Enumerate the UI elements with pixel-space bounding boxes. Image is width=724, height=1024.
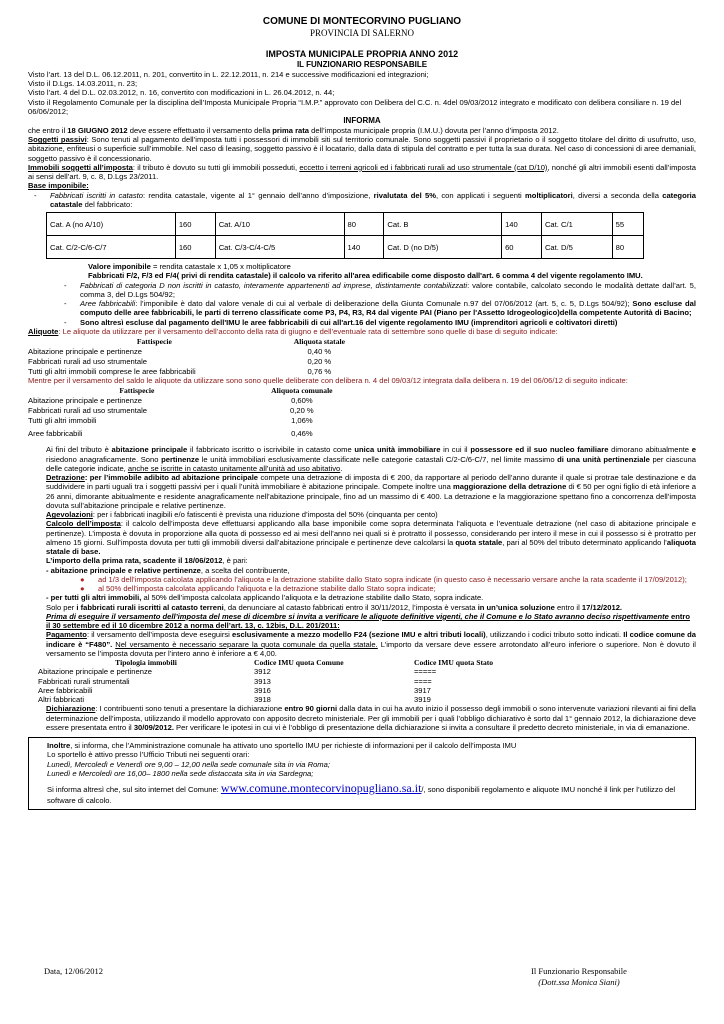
table-header: Aliquota comunale — [271, 385, 333, 395]
table-header: Fattispecie — [136, 336, 172, 346]
table-header: Codice IMU quota Stato — [414, 658, 494, 668]
box-bold: Inoltre — [47, 741, 71, 751]
table-row — [47, 213, 644, 236]
table-cell: 60 — [502, 236, 542, 259]
pagamento-paragraph — [28, 630, 696, 658]
valore-imponibile — [28, 262, 696, 271]
box-text: Lo sportello è attivo presso l’Ufficio Tributi nei seguenti orari: — [47, 750, 250, 760]
dichiarazione-label: Dichiarazione — [46, 704, 96, 714]
table-header: Aliquota statale — [293, 336, 345, 346]
pagamento-bold: esclusivamente a mezzo modello F24 (sezione IMU e altri tributi locali) — [232, 630, 486, 640]
abitazione-paragraph — [28, 445, 696, 473]
pagamento-underline: Nel versamento è necessario separare la quota comunale da quella statale. — [115, 639, 378, 649]
abitazione-text: per ciascuna delle categorie indicate, — [46, 454, 697, 473]
codici-tributo-table — [38, 658, 574, 704]
table-header: Tipologia immobili — [115, 658, 177, 668]
prima-rata-bold: L’importo della prima rata, scadente il 18/06/2012 — [46, 556, 223, 566]
soggetti-paragraph — [28, 135, 696, 163]
table-cell: Aree fabbricabili — [28, 428, 83, 438]
table-row — [38, 695, 574, 704]
detrazione-text: di € 50 per ogni figlio di età inferiore a 26 anni, dimorante abitualmente e residente anagraficamente nell’abitazione principale, fino ad un massimo di € 400. La detrazione e la maggiorazione spettano fino a concorrenza dell’imposta dovuta sull’abitazione principale e relative pertinenze. — [46, 482, 696, 510]
table-cell: Fabbricati rurali ad uso strumentale — [28, 356, 148, 366]
table-cell: 1,06% — [291, 415, 313, 425]
table-row — [28, 366, 358, 376]
box-text: Si informa altresì che, sul sito internet del Comune: — [47, 785, 221, 795]
table-cell: Abitazione principale e pertinenze — [28, 346, 142, 356]
base-dash-2: - Fabbricati di categoria D non iscritti in catasto, interamente appartenenti ad imprese, distintamente contabilizzati: valore contabile, calcolato secondo le modalità dettate dall’art. 5, comma 3, del D.Lgs 504/92; — [64, 280, 696, 299]
footer-signature-name: (Dott.ssa Monica Siani) — [538, 977, 620, 987]
box-text: , si informa, che l’Amministrazione comunale ha attivato uno sportello IMU per richieste di informazioni per il calcolo dell’imposta IMU — [70, 741, 517, 751]
table-row — [28, 385, 358, 395]
visto-4: Visto il Regolamento Comunale per la disciplina dell’Imposta Municipale Propria “I.M.P.” approvato con Delibera del C.C. n. 4del 09/03/2012 integrato e modificato con delibera consiliare n. 19 del 06/06/2012; — [28, 97, 682, 116]
table-cell: 0,40 % — [307, 346, 332, 356]
agevolazioni-text: : per i fabbricati inagibili e/o fatiscenti è prevista una riduzione d’imposta del 50% (cinquanta per cento) — [92, 510, 438, 520]
abitazione-bold: unica unità immobiliare — [354, 445, 441, 455]
table-cell: Cat. C/1 — [541, 213, 612, 236]
dash-italic: Fabbricati di categoria D non iscritti in catasto, interamente appartenenti ad imprese, distintamente contabilizzati — [80, 280, 468, 290]
aliquote-text: : Le aliquote da utilizzare per il versamento dell’acconto della rata di giugno e dell’eventuale rata di settembre sono quelle di base di seguito indicate: — [58, 326, 558, 336]
table-row — [28, 356, 358, 366]
soggetti-label: Soggetti passivi — [28, 135, 87, 145]
agevolazioni-paragraph — [28, 510, 696, 519]
abitazione-text: il fabbricato iscritto o iscrivibile in catasto come — [187, 445, 355, 455]
prima-rata-bold: - per tutti gli altri immobili, — [46, 593, 142, 603]
table-header: Codice IMU quota Comune — [254, 658, 344, 668]
base-dash-1: - Fabbricati iscritti in catasto: rendita catastale, vigente al 1° gennaio dell’anno d’imposizione, rivalutata del 5%, con applicati i seguenti moltiplicatori, diversi a seconda della categoria catastale del fabbricato: — [34, 190, 696, 209]
abitazione-text: Ai fini del tributo è — [46, 445, 112, 455]
abitazione-text: in cui il — [440, 445, 471, 455]
table-cell: 3919 — [414, 695, 431, 705]
aliquote-comunali-table — [28, 385, 358, 441]
calcolo-text: : il calcolo dell’imposta deve effettuarsi applicando alla base imponibile come sopra determinata l’aliquota e l’eventuale detrazione (nel caso di abitazione principale e pertinenze). L’imposta è dovuta in proporzione alla quota di possesso ed ai mesi dell’anno nei quali si è protratto il possesso, considerando per intero il mese in cui il possesso si è protratto per almeno 15 giorni. Sull’imposta dovuta per tutti gli immobili diversi dall’abitazione principale e pertinenze deve calcolarsi la — [46, 519, 696, 547]
table-cell: Abitazione principale e pertinenze — [28, 395, 142, 405]
document-subtitle: IL FUNZIONARIO RESPONSABILE — [296, 60, 428, 70]
table-row — [38, 686, 574, 695]
table-cell: Cat. D/5 — [541, 236, 612, 259]
table-cell: ===== — [414, 667, 437, 677]
prima-rata-bold: 17/12/2012. — [581, 602, 623, 612]
detrazione-label: Detrazione — [46, 473, 85, 483]
table-header: Fattispecie — [119, 385, 155, 395]
table-cell: 3918 — [254, 695, 271, 705]
table-cell: 140 — [502, 213, 542, 236]
calcolo-bold: aliquota statale di base. — [46, 537, 696, 557]
table-cell: 140 — [344, 236, 384, 259]
calcolo-bold: quota statale — [455, 537, 503, 547]
prima-rata-bold: i fabbricati rurali iscritti al catasto terreni — [76, 602, 224, 612]
dichiarazione-text: Per verificare le ipotesi in cui vi è l’obbligo di presentazione della dichiarazione si invita a consultare il predetto decreto ministeriale, in via di emanazione. — [173, 722, 690, 732]
intro-rata: prima rata — [272, 125, 310, 135]
fabbricati-f2: Fabbricati F/2, F/3 ed F/4( privi di rendita catastale) il calcolo va riferito all'area edificabile come disposto dall'art. 6 comma 4 del vigente regolamento IMU. — [88, 271, 643, 281]
dash-bold: rivalutata del 5% — [373, 190, 436, 200]
abitazione-text: risiedono anagraficamente. Sono — [46, 454, 162, 464]
aliquote-statali-table — [28, 336, 358, 376]
prima-rata-section — [28, 556, 696, 630]
immobili-paragraph — [28, 163, 696, 182]
detrazione-bold: maggiorazione della detrazione — [453, 482, 567, 492]
dash-text: : rendita catastale, vigente al 1° gennaio dell’anno d’imposizione, — [143, 190, 374, 200]
table-cell: Cat. C/2-C/6-C/7 — [47, 236, 176, 259]
dichiarazione-bold: 30/09/2012. — [133, 722, 174, 732]
immobili-text: : il tributo è dovuto su tutti gli immobili posseduti, — [132, 162, 300, 172]
abitazione-bold: e — [691, 445, 696, 455]
prima-rata-bold: in un’unica soluzione — [477, 602, 555, 612]
dash-bold: Sono escluse dal computo delle aree fabbricabili, le parti di terreno classificate come P3, P4, R3, R4 dal vigente PAI (Piano per l'Assetto Idrogeologico)della competente Autorità di Bacino; — [80, 299, 697, 318]
table-cell: 160 — [175, 213, 215, 236]
intro-text: che entro il — [28, 125, 68, 135]
calcolo-label: Calcolo dell’imposta — [46, 519, 121, 529]
bullet-text: ad 1/3 dell’imposta calcolata applicando l’aliquota e la detrazione stabilite dallo Stato sopra indicate (in questo caso è necessario versare anche la rata scadente il 17/09/2012); — [98, 574, 687, 584]
table-cell: Aree fabbricabili — [38, 685, 93, 695]
table-row — [28, 425, 358, 441]
box-hours-2: Lunedì e Mercoledì ore 16,00– 1800 nella sede distaccata sita in via Sardegna; — [47, 768, 314, 778]
table-cell: Tutti gli altri immobili — [28, 415, 97, 425]
bullet-text: al 50% dell’imposta calcolata applicando l’aliquota e la detrazione stabilite dallo Stato sopra indicate; — [98, 584, 436, 594]
prima-rata-bold-italic: Prima di eseguire il versamento dell’imposta del mese di dicembre si invita a verificare le aliquote definitive vigenti, che il Comune e lo Stato avranno deciso rispettivamente — [46, 611, 672, 621]
box-text: /, sono disponibili regolamento e aliquote IMU nonché il link per l’utilizzo del software di calcolo. — [47, 785, 676, 805]
calcolo-text: , pari al 50% del tributo determinato applicando l’ — [502, 537, 667, 547]
table-row — [47, 236, 644, 259]
bullet-item: ● ad 1/3 dell’imposta calcolata applicando l’aliquota e la detrazione stabilite dallo Stato sopra indicate (in questo caso è necessario versare anche la rata scadente il 17/09/2012); — [80, 574, 687, 584]
calcolo-paragraph — [28, 519, 696, 556]
immobili-text: , nonché gli altri immobili esenti dall’imposta ai sensi dell’art. 9, c. 8, D.Lgs 23/2011. — [28, 162, 696, 182]
table-cell: 3913 — [254, 676, 271, 686]
dash-text: : valore contabile, calcolato secondo le modalità dettate dall’art. 5, comma 3, del D.Lgs 504/92; — [80, 280, 696, 299]
base-imponibile-label: Base imponibile: — [28, 181, 89, 191]
prima-rata-bold: entro il 30 settembre ed il 10 dicembre 2012 a norma dell’art. 13, c. 12bis, D.L. 201/2011: — [46, 611, 690, 631]
table-cell: Cat. C/3-C/4-C/5 — [215, 236, 344, 259]
dichiarazione-text: dalla data in cui ha avuto inizio il possesso degli immobili o sono intervenute variazioni rilevanti ai fini della determinazione dell’imposta, utilizzando il modello approvato con apposito decreto ministeriale. Per gli immobili per i quali l’obbligo dichiarativo è sorto dal 1° gennaio 2012, la dichiarazione deve essere presentata entro il — [46, 704, 696, 732]
dash-bold: moltiplicatori — [525, 190, 573, 200]
abitazione-bold: pertinenze — [161, 454, 200, 464]
pagamento-text: , utilizzando i codici tributo sotto indicati. — [485, 630, 624, 640]
intro-date: 18 GIUGNO 2012 — [67, 125, 128, 135]
prima-rata-text: al 50% dell’imposta calcolata applicando l’aliquota e la detrazione stabilite dallo Stato, sopra indicate. — [141, 593, 484, 603]
immobili-eccetto: eccetto i terreni agricoli ed i fabbricati rurali ad uso strumentale (cat D/10) — [299, 162, 548, 172]
dash-bold: Sono altresì escluse dal pagamento dell'IMU le aree fabbricabili di cui all'art.16 del vigente regolamento IMU (imprenditori agricoli e coltivatori diretti) — [80, 317, 618, 327]
table-cell: Cat. D (no D/5) — [384, 236, 502, 259]
table-cell: 80 — [612, 236, 643, 259]
abitazione-bold: di una unità pertinenziale — [557, 454, 650, 464]
table-cell: Fabbricati rurali ad uso strumentale — [28, 405, 148, 415]
dash-text: : l’imponibile è dato dal valore venale di cui al verbale di deliberazione della Giunta Comunale n.97 del 07/06/2012 (art. 5, c. 5, D.Lgs 504/92); — [135, 299, 633, 309]
abitazione-text: le unità immobiliari esclusivamente classificate nelle categorie catastali C/2-C/6-C/7, nel limite massimo — [199, 454, 558, 464]
dichiarazione-paragraph — [28, 704, 696, 732]
aliquote-label: Aliquote — [28, 326, 59, 336]
sportello-info-box — [28, 737, 696, 810]
prima-rata-text: , a scelta del contribuente, — [200, 565, 290, 575]
detrazione-bold: : per l’immobile adibito ad abitazione principale — [84, 473, 259, 483]
valore-text: = rendita catastale x 1,05 x moltiplicatore — [150, 262, 291, 272]
table-row — [38, 658, 574, 667]
dash-italic: Fabbricati iscritti in catasto — [50, 190, 144, 200]
pagamento-text: L’importo da versare deve essere arrotondato all’euro inferiore o superiore. Non è dovuto il versamento se l’imposta dovuta per l’intero anno è inferiore a € 4,00. — [46, 639, 696, 658]
dash-bold: categoria catastale — [50, 190, 696, 209]
bullet-item: ● al 50% dell’imposta calcolata applicando l’aliquota e la detrazione stabilite dallo Stato sopra indicate; — [80, 584, 436, 594]
intro-text: deve essere effettuato il versamento della — [127, 125, 273, 135]
prima-rata-text: entro il — [554, 602, 582, 612]
categories-table — [46, 212, 644, 259]
valore-label: Valore imponibile — [88, 262, 151, 272]
aliquote-paragraph — [28, 327, 696, 336]
provincia-title: PROVINCIA DI SALERNO — [309, 28, 414, 39]
prima-rata-text: , è pari: — [222, 556, 248, 566]
pagamento-text: : il versamento dell’imposta deve eseguirsi — [86, 630, 233, 640]
abitazione-text: dimorano abitualmente — [608, 445, 692, 455]
prima-rata-text: Solo per — [46, 602, 77, 612]
box-hours-1: Lunedì, Mercoledì e Venerdì ore 9,00 – 12,00 nella sede comunale sita in via Roma; — [47, 759, 330, 769]
table-cell: 0,60% — [291, 395, 313, 405]
prima-rata-bold: - abitazione principale e relative pertinenze — [46, 565, 201, 575]
table-cell: Fabbricati rurali strumentali — [38, 676, 130, 686]
table-cell: 0,20 % — [290, 405, 314, 415]
dash-text: , con applicati i seguenti — [435, 190, 526, 200]
table-cell: 160 — [175, 236, 215, 259]
table-cell: 80 — [344, 213, 384, 236]
dash-text: del fabbricato: — [82, 199, 133, 209]
detrazione-paragraph — [28, 473, 696, 510]
visto-3: Visto l’art. 4 del D.L. 02.03.2012, n. 16, convertito con modificazioni in L. 26.04.2012, n. 44; — [28, 88, 335, 98]
table-row — [28, 415, 358, 425]
intro-text: dell’imposta municipale propria (I.M.U.) dovuta per l’anno d’imposta 2012. — [309, 125, 559, 135]
footer-date: Data, 12/06/2012 — [44, 966, 104, 976]
table-row — [28, 395, 358, 405]
prima-rata-text: , da denunciare al catasto fabbricati entro il 30/11/2012, l’imposta è versata — [223, 602, 478, 612]
dichiarazione-bold: entro 90 giorni — [284, 704, 338, 714]
table-row — [28, 346, 358, 356]
table-cell: ==== — [414, 676, 432, 686]
table-row — [28, 336, 358, 346]
immobili-label: Immobili soggetti all’imposta — [28, 162, 133, 172]
detrazione-text: compete una detrazione di imposta di € 200, da rapportare al periodo dell’anno durante il quale si protrae tale destinazione e da suddividere in parti uguali tra i soggetti passivi per i quali l’unità immobiliare è abitazione principale. Compete inoltre una — [46, 473, 696, 492]
pagamento-label: Pagamento — [46, 630, 87, 640]
website-link[interactable]: www.comune.montecorvinopugliano.sa.it — [220, 781, 422, 796]
document-title: IMPOSTA MUNICIPALE PROPRIA ANNO 2012 — [265, 49, 459, 60]
dash-text: , diversi a seconda della — [572, 190, 663, 200]
pagamento-bold: Il codice comune da indicare è “F480”. — [46, 630, 696, 649]
intro-paragraph — [28, 126, 696, 135]
table-cell: 3912 — [254, 667, 271, 677]
table-row — [38, 667, 574, 676]
table-row — [28, 405, 358, 415]
comune-title: COMUNE DI MONTECORVINO PUGLIANO — [262, 16, 462, 27]
base-dash-3: - Aree fabbricabili: l’imponibile è dato dal valore venale di cui al verbale di deliberazione della Giunta Comunale n.97 del 07/06/2012 (art. 5, c. 5, D.Lgs 504/92); Sono escluse dal computo delle aree fabbricabili, le parti di terreno classificate come P3, P4, R3, R4 dal vigente PAI (Piano per l'Assetto Idrogeologico)della competente Autorità di Bacino; — [64, 299, 697, 318]
table-cell: 3916 — [254, 685, 271, 695]
dash-italic: Aree fabbricabili — [80, 299, 136, 309]
table-cell: Altri fabbricati — [38, 695, 85, 705]
document-page — [28, 14, 696, 810]
table-row — [38, 677, 574, 686]
footer-funzionario: Il Funzionario Responsabile — [531, 966, 627, 976]
informa-heading: INFORMA — [343, 116, 381, 126]
table-cell: Cat. A (no A/10) — [47, 213, 176, 236]
table-cell: 55 — [612, 213, 643, 236]
abitazione-underline: anche se iscritte in catasto unitamente all’unità ad uso abitativo — [127, 463, 341, 473]
table-cell: Cat. A/10 — [215, 213, 344, 236]
abitazione-bold: possessore ed il suo nucleo familiare — [470, 445, 609, 455]
table-cell: Abitazione principale e pertinenze — [38, 667, 152, 677]
mentre-paragraph: Mentre per il versamento del saldo le aliquote da utilizzare sono sono quelle deliberate con delibera n. 4 del 09/03/12 integrata dalla delibera n. 19 del 06/06/12 di seguito indicate: — [28, 376, 628, 386]
table-cell: 0,46% — [291, 428, 313, 438]
visto-1: Visto l’art. 13 del D.L. 06.12.2011, n. 201, convertito in L. 22.12.2011, n. 214 e successive modificazioni ed integrazioni; — [28, 69, 429, 79]
base-dash-4: - Sono altresì escluse dal pagamento dell'IMU le aree fabbricabili di cui all'art.16 del vigente regolamento IMU (imprenditori agricoli e coltivatori diretti) — [28, 318, 696, 327]
table-cell: Tutti gli altri immobili comprese le aree fabbricabili — [28, 366, 196, 376]
visto-2: Visto il D.Lgs. 14.03.2011, n. 23; — [28, 79, 138, 89]
table-cell: 3917 — [414, 685, 431, 695]
abitazione-text: . — [340, 463, 343, 473]
table-cell: Cat. B — [384, 213, 502, 236]
dichiarazione-text: : I contribuenti sono tenuti a presentare la dichiarazione — [95, 704, 285, 714]
abitazione-bold: abitazione principale — [111, 445, 188, 455]
table-cell: 0,20 % — [307, 356, 332, 366]
soggetti-text: : Sono tenuti al pagamento dell’imposta tutti i possessori di immobili siti sul territorio comunale. Sono soggetti passivi il proprietario o il soggetto titolare del diritto di usufrutto, uso, abitazione, enfiteusi o superficie sull’immobile. Nel caso di leasing, soggetto passivo è il locatario, dalla data di stipula del contratto e per tutta la sua durata. Nel caso di concessioni di aree demaniali, soggetto passivo è il concessionario. — [28, 135, 696, 163]
agevolazioni-label: Agevolazioni — [46, 510, 93, 520]
table-cell: 0,76 % — [307, 366, 332, 376]
